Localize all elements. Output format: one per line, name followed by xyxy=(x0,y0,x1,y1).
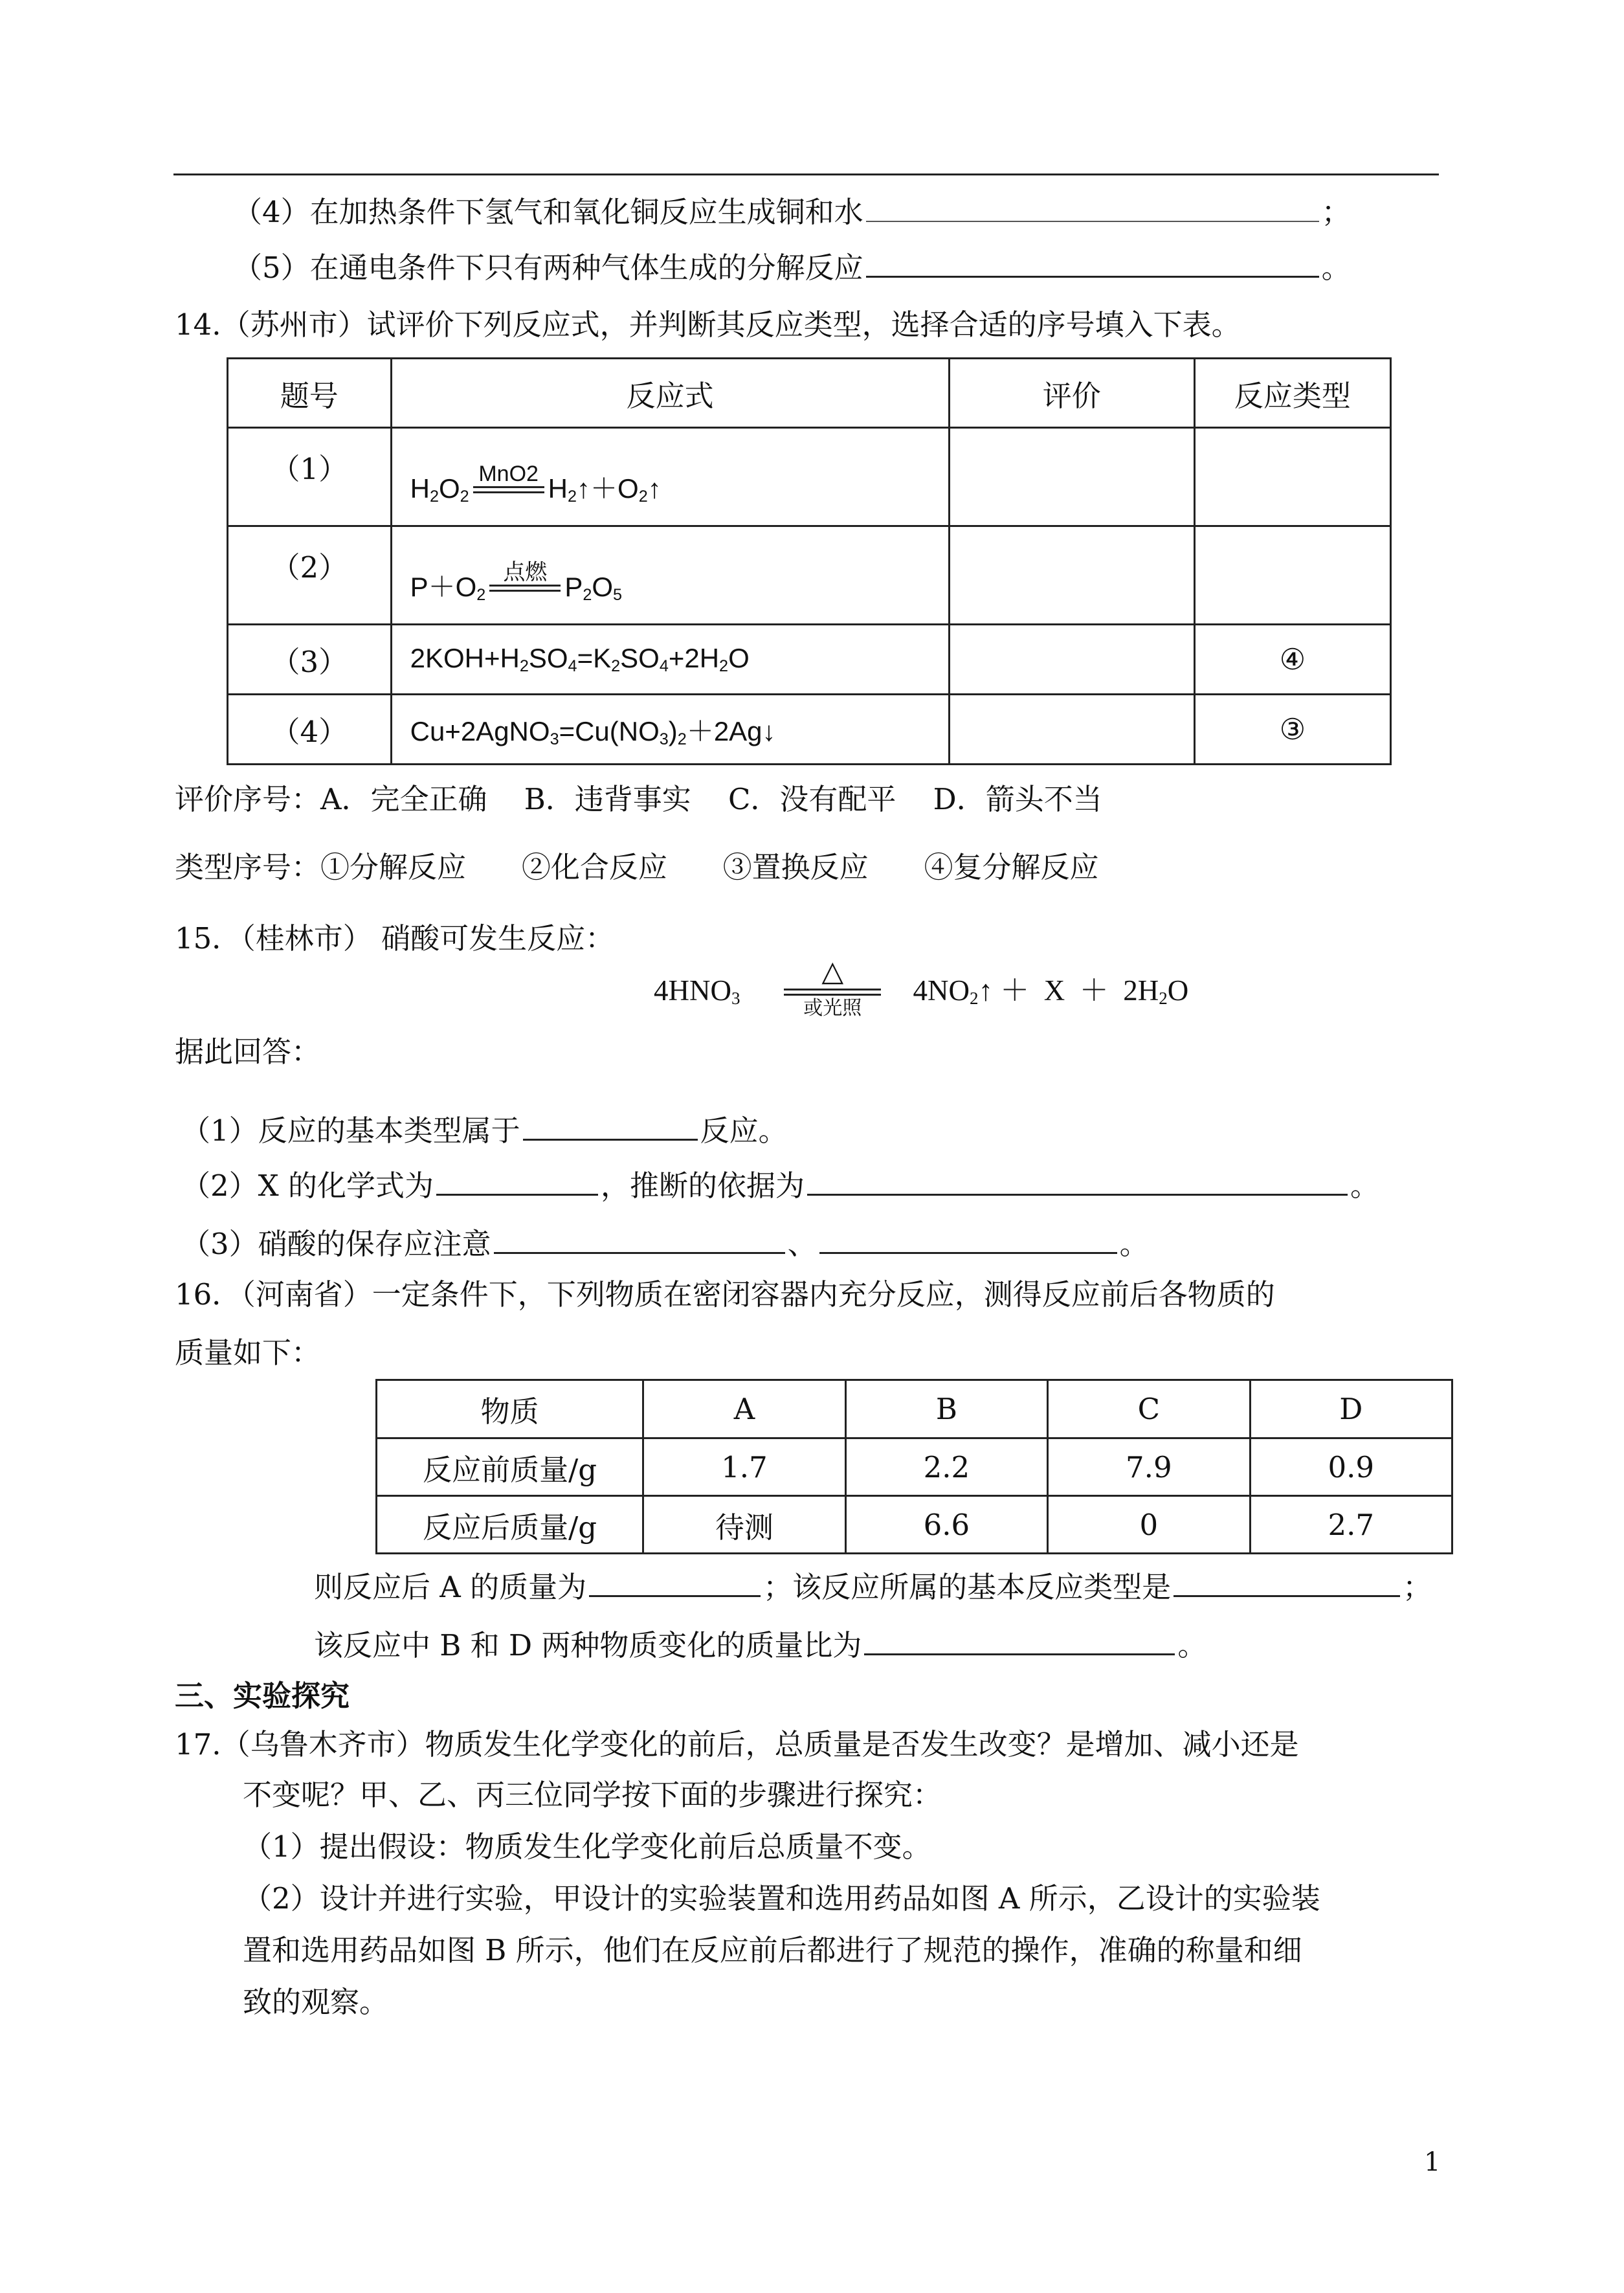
type-key: 类型序号：①分解反应 ②化合反应 ③置换反应 ④复分解反应 xyxy=(175,850,1099,884)
q15-sub2 xyxy=(181,1165,1379,1205)
answer-blank[interactable] xyxy=(866,247,1319,278)
q16-q-d-text: 该反应中 B 和 D 两种物质变化的质量比为 xyxy=(314,1628,862,1662)
table-cell: 0 xyxy=(1048,1496,1250,1554)
table-header-cell: 物质 xyxy=(377,1380,643,1438)
table-cell: 待测 xyxy=(643,1496,845,1554)
q16-question-b xyxy=(314,1625,1207,1665)
table-cell: 1.7 xyxy=(643,1438,845,1496)
light-condition: 或光照 xyxy=(803,997,862,1019)
q17-line3: （1）提出假设：物质发生化学变化前后总质量不变。 xyxy=(243,1829,931,1864)
q15-sub3-text: （3）硝酸的保存应注意 xyxy=(181,1227,491,1261)
reaction-type-cell[interactable] xyxy=(1194,526,1390,625)
q17-line2: 不变呢？甲、乙、丙三位同学按下面的步骤进行探究： xyxy=(243,1778,942,1812)
q16-q-a-text: 则反应后 A 的质量为 xyxy=(314,1570,587,1604)
q17-line6: 致的观察。 xyxy=(243,1985,389,2019)
reaction-equation: $P+O_2$ 点燃 $P_2O_5$ xyxy=(391,526,949,625)
table-header-cell: 反应式 xyxy=(391,359,949,428)
table-row xyxy=(228,428,1391,526)
reaction-equation: $Cu+2AgNO_3=Cu(NO_3)_2+2Ag↓$ xyxy=(391,695,949,765)
row-number: （1） xyxy=(228,428,392,526)
q16-intro-line2: 质量如下： xyxy=(175,1336,321,1370)
q16-q-b-text: ；该反应所属的基本反应类型是 xyxy=(763,1570,1172,1604)
q15-sub2-text: （2）X 的化学式为 xyxy=(181,1169,434,1203)
header-rule xyxy=(173,173,1439,175)
q15-sub3-mid: 、 xyxy=(787,1227,817,1261)
q16-q-e-text: 。 xyxy=(1177,1628,1207,1662)
evaluation-cell[interactable] xyxy=(949,625,1194,695)
reaction-equation: $2KOH+H_2SO_4=K_2SO_4+2H_2O$ xyxy=(391,625,949,695)
q15-equation: $4HNO_3$ △ 或光照 $4NO_2↑ + X + 2H_2O$ xyxy=(654,971,1188,1018)
q15-sub1-end: 反应。 xyxy=(700,1113,788,1148)
q14-table xyxy=(227,357,1392,765)
q17-line5: 置和选用药品如图 B 所示，他们在反应前后都进行了规范的操作，准确的称量和细 xyxy=(243,1933,1302,1967)
q15-answer-prompt: 据此回答： xyxy=(175,1035,321,1069)
answer-blank[interactable] xyxy=(819,1224,1117,1254)
table-cell: 反应前质量/g xyxy=(377,1438,643,1496)
table-header-cell: 反应类型 xyxy=(1194,359,1390,428)
table-row xyxy=(228,695,1391,765)
q15-sub3 xyxy=(181,1224,1149,1264)
table-header-cell: C xyxy=(1048,1380,1250,1438)
table-header-row xyxy=(228,359,1391,428)
answer-blank[interactable] xyxy=(1174,1567,1400,1597)
table-header-cell: 题号 xyxy=(228,359,392,428)
evaluation-cell[interactable] xyxy=(949,695,1194,765)
table-row xyxy=(377,1438,1452,1496)
table-header-cell: D xyxy=(1250,1380,1452,1438)
reaction-type-cell: ④ xyxy=(1194,625,1390,695)
table-row xyxy=(228,625,1391,695)
q13-item5 xyxy=(233,247,1351,287)
answer-blank[interactable] xyxy=(589,1567,761,1597)
table-header-cell: 评价 xyxy=(949,359,1194,428)
q15-sub3-end: 。 xyxy=(1119,1227,1149,1261)
table-header-cell: B xyxy=(845,1380,1047,1438)
table-row xyxy=(377,1496,1452,1554)
q13-item4-text: （4）在加热条件下氢气和氧化铜反应生成铜和水 xyxy=(233,195,863,229)
answer-blank[interactable] xyxy=(494,1224,785,1254)
q17-line1: 17.（乌鲁木齐市）物质发生化学变化的前后，总质量是否发生改变？是增加、减小还是 xyxy=(175,1727,1299,1762)
table-cell: 6.6 xyxy=(845,1496,1047,1554)
section-heading: 三、实验探究 xyxy=(175,1679,350,1713)
q17-line4: （2）设计并进行实验，甲设计的实验装置和选用药品如图 A 所示，乙设计的实验装 xyxy=(243,1881,1320,1916)
q16-question-a xyxy=(314,1567,1432,1607)
reaction-type-cell[interactable] xyxy=(1194,428,1390,526)
table-header-row xyxy=(377,1380,1452,1438)
reaction-type-cell: ③ xyxy=(1194,695,1390,765)
reaction-condition: 点燃 xyxy=(503,560,548,585)
evaluation-key: 评价序号：A．完全正确 B．违背事实 C．没有配平 D．箭头不当 xyxy=(175,782,1102,816)
table-cell: 2.2 xyxy=(845,1438,1047,1496)
answer-blank[interactable] xyxy=(807,1165,1348,1196)
reaction-equation: $H_2O_2$ MnO2 $H_2↑+O_2↑$ xyxy=(391,428,949,526)
answer-blank[interactable] xyxy=(864,1625,1175,1655)
reaction-condition: MnO2 xyxy=(478,462,539,487)
answer-blank[interactable] xyxy=(436,1165,598,1196)
evaluation-cell[interactable] xyxy=(949,526,1194,625)
q16-intro-line1: 16．（河南省）一定条件下，下列物质在密闭容器内充分反应，测得反应前后各物质的 xyxy=(175,1277,1275,1312)
table-cell: 反应后质量/g xyxy=(377,1496,643,1554)
table-cell: 2.7 xyxy=(1250,1496,1452,1554)
table-row xyxy=(228,526,1391,625)
table-cell: 0.9 xyxy=(1250,1438,1452,1496)
row-number: （2） xyxy=(228,526,392,625)
q13-item4 xyxy=(233,192,1351,232)
q16-table xyxy=(375,1379,1453,1554)
evaluation-cell[interactable] xyxy=(949,428,1194,526)
table-cell: 7.9 xyxy=(1048,1438,1250,1496)
q15-sub2-mid: ，推断的依据为 xyxy=(600,1169,805,1203)
q13-item4-end: ； xyxy=(1321,195,1351,229)
row-number: （4） xyxy=(228,695,392,765)
heat-symbol: △ xyxy=(821,955,844,987)
q15-sub1 xyxy=(181,1110,788,1150)
q15-sub2-end: 。 xyxy=(1350,1169,1380,1203)
q16-q-c-text: ； xyxy=(1403,1570,1432,1604)
q14-intro: 14.（苏州市）试评价下列反应式，并判断其反应类型，选择合适的序号填入下表。 xyxy=(175,308,1241,342)
answer-blank[interactable] xyxy=(866,192,1319,222)
q13-item5-end: 。 xyxy=(1321,251,1351,285)
q13-item5-text: （5）在通电条件下只有两种气体生成的分解反应 xyxy=(233,251,863,285)
row-number: （3） xyxy=(228,625,392,695)
q15-intro: 15．（桂林市） 硝酸可发生反应： xyxy=(175,921,615,956)
q15-sub1-text: （1）反应的基本类型属于 xyxy=(181,1113,520,1148)
page-number: 1 xyxy=(1424,2147,1441,2177)
reaction-arrow-condition xyxy=(784,955,881,1019)
table-header-cell: A xyxy=(643,1380,845,1438)
answer-blank[interactable] xyxy=(523,1110,698,1141)
